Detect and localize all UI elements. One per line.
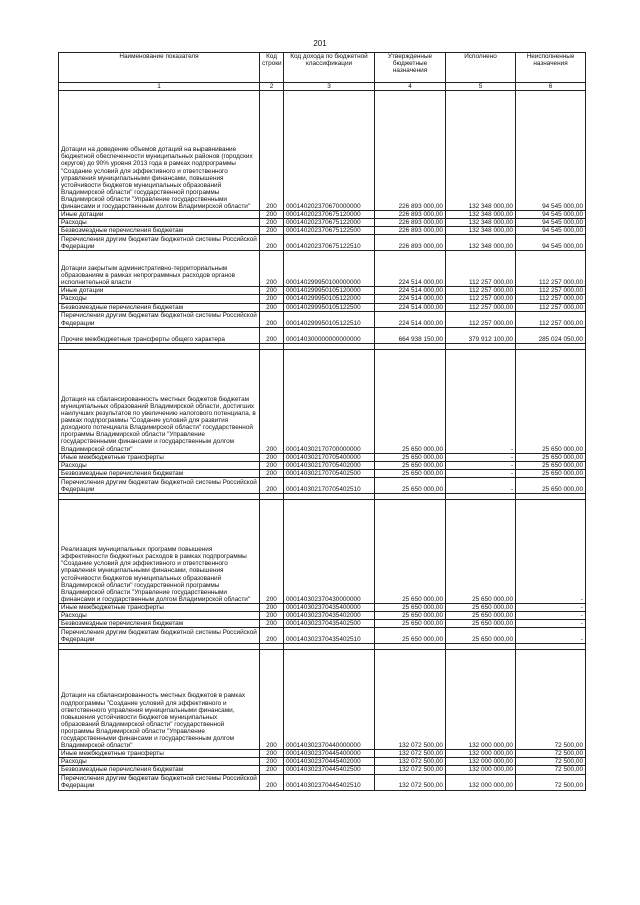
line-code-cell: 200 (260, 327, 284, 343)
executed-amount-cell: 112 257 000,00 (446, 251, 516, 287)
column-number-row (59, 83, 586, 91)
executed-amount-cell: 112 257 000,00 (446, 287, 516, 295)
indicator-name-cell: Расходы (59, 219, 260, 227)
indicator-name-cell: Реализация муниципальных программ повышения эффективности бюджетных расходов в рамках подпрограммы "Создание условий для эффективного и ответственного управления муниципальными финансами, повышения устойчивости бюджетов муниципальных образований Владимирской области" государственной программы Владимирской области "Управление государственными финансами и государственным долгом Владимирской области" (59, 499, 260, 603)
executed-amount-cell: 132 348 000,00 (446, 227, 516, 235)
indicator-name-cell: Безвозмездные перечисления бюджетам (59, 469, 260, 477)
line-code-cell: 200 (260, 774, 284, 790)
indicator-name-cell: Перечисления другим бюджетам бюджетной системы Российской Федерации (59, 477, 260, 493)
approved-amount-cell: 132 072 500,00 (375, 750, 446, 758)
executed-amount-cell: 25 650 000,00 (446, 628, 516, 644)
approved-amount-cell: 25 650 000,00 (375, 349, 446, 453)
approved-amount-cell: 224 514 000,00 (375, 303, 446, 311)
approved-amount-cell: 25 650 000,00 (375, 453, 446, 461)
approved-amount-cell: 25 650 000,00 (375, 628, 446, 644)
executed-amount-cell: 25 650 000,00 (446, 620, 516, 628)
indicator-row (59, 453, 586, 461)
income-code-cell: 000140302370435402500 (284, 620, 375, 628)
income-code-cell: 000140302370435402510 (284, 628, 375, 644)
line-code-cell: 200 (260, 620, 284, 628)
indicator-name-cell: Иные межбюджетные трансферты (59, 603, 260, 611)
indicator-row (59, 774, 586, 790)
indicator-row (59, 303, 586, 311)
remaining-amount-cell: 112 257 000,00 (516, 303, 586, 311)
indicator-name-cell: Дотации на доведение объемов дотаций на выравнивание бюджетной обеспеченности муниципальных районов (городских округов) до 90% уровня 2013 года в рамках подпрограммы "Создание условий для эффективного и ответственного управления муниципальными финансами, повышения устойчивости бюджетов муниципальных образований Владимирской области" государственной программы Владимирской области "Управление государственными финансами и государственным долгом Владимирской области" (59, 91, 260, 211)
indicator-row (59, 219, 586, 227)
income-code-cell: 000140302370445402510 (284, 774, 375, 790)
indicator-row (59, 477, 586, 493)
line-code-cell: 200 (260, 251, 284, 287)
line-code-cell: 200 (260, 235, 284, 251)
approved-amount-cell: 226 893 000,00 (375, 235, 446, 251)
remaining-amount-cell: 25 650 000,00 (516, 469, 586, 477)
indicator-name-cell: Дотация на сбалансированность местных бюджетов бюджетам муниципальных образований Владимирской области, достигших наилучших результатов по увеличению налогового потенциала, в рамках подпрограммы "Создание условий для развития доходного потенциала Владимирской области" государственной программы Владимирской области "Управление государственными финансами и государственным долгом Владимирской области" (59, 349, 260, 453)
indicator-row (59, 750, 586, 758)
remaining-amount-cell: - (516, 603, 586, 611)
indicator-group-row (59, 349, 586, 453)
executed-amount-cell: 132 348 000,00 (446, 219, 516, 227)
indicator-group-row (59, 91, 586, 211)
remaining-amount-cell: 94 545 000,00 (516, 211, 586, 219)
remaining-amount-cell: 72 500,00 (516, 758, 586, 766)
line-code-cell: 200 (260, 287, 284, 295)
income-code-cell: 000140302370430000000 (284, 499, 375, 603)
income-code-cell: 000140202370675122510 (284, 235, 375, 251)
executed-amount-cell: 25 650 000,00 (446, 499, 516, 603)
line-code-cell: 200 (260, 477, 284, 493)
remaining-amount-cell: 112 257 000,00 (516, 295, 586, 303)
approved-amount-cell: 226 893 000,00 (375, 91, 446, 211)
indicator-row (59, 603, 586, 611)
column-number: 2 (260, 83, 284, 91)
income-code-cell: 000140302370435402000 (284, 612, 375, 620)
indicator-row (59, 235, 586, 251)
executed-amount-cell: 25 650 000,00 (446, 603, 516, 611)
line-code-cell: 200 (260, 453, 284, 461)
indicator-name-cell: Иные межбюджетные трансферты (59, 750, 260, 758)
income-code-cell: 000140299950105122000 (284, 295, 375, 303)
approved-amount-cell: 25 650 000,00 (375, 461, 446, 469)
income-code-cell: 000140202370675122500 (284, 227, 375, 235)
indicator-row (59, 620, 586, 628)
approved-amount-cell: 224 514 000,00 (375, 287, 446, 295)
remaining-amount-cell: 25 650 000,00 (516, 349, 586, 453)
indicator-row (59, 612, 586, 620)
executed-amount-cell: - (446, 461, 516, 469)
indicator-group-row (59, 499, 586, 603)
remaining-amount-cell: - (516, 612, 586, 620)
remaining-amount-cell: 112 257 000,00 (516, 311, 586, 327)
executed-amount-cell: 112 257 000,00 (446, 311, 516, 327)
approved-amount-cell: 25 650 000,00 (375, 603, 446, 611)
page-number: 201 (313, 39, 327, 48)
column-number: 5 (446, 83, 516, 91)
indicator-row (59, 628, 586, 644)
approved-amount-cell: 132 072 500,00 (375, 650, 446, 750)
header-income-code: Код дохода по бюджетной классификации (284, 53, 375, 83)
executed-amount-cell: 132 000 000,00 (446, 758, 516, 766)
indicator-group-row (59, 251, 586, 287)
executed-amount-cell: 25 650 000,00 (446, 612, 516, 620)
approved-amount-cell: 25 650 000,00 (375, 620, 446, 628)
line-code-cell: 200 (260, 758, 284, 766)
executed-amount-cell: 132 348 000,00 (446, 211, 516, 219)
income-code-cell: 000140299950105120000 (284, 287, 375, 295)
indicator-row (59, 461, 586, 469)
indicator-name-cell: Безвозмездные перечисления бюджетам (59, 303, 260, 311)
line-code-cell: 200 (260, 227, 284, 235)
approved-amount-cell: 224 514 000,00 (375, 311, 446, 327)
line-code-cell: 200 (260, 303, 284, 311)
indicator-row (59, 469, 586, 477)
income-code-cell: 000140299950100000000 (284, 251, 375, 287)
income-code-cell: 000140302370445402500 (284, 766, 375, 774)
approved-amount-cell: 226 893 000,00 (375, 211, 446, 219)
approved-amount-cell: 132 072 500,00 (375, 758, 446, 766)
indicator-row (59, 227, 586, 235)
remaining-amount-cell: 25 650 000,00 (516, 477, 586, 493)
executed-amount-cell: 132 000 000,00 (446, 774, 516, 790)
remaining-amount-cell: 94 545 000,00 (516, 219, 586, 227)
executed-amount-cell: 132 348 000,00 (446, 91, 516, 211)
indicator-name-cell: Дотации на сбалансированность местных бюджетов в рамках подпрограммы "Создание условий для эффективного и ответственного управления муниципальными финансами, повышения устойчивости бюджетов муниципальных образований Владимирской области" государственной программы Владимирской области "Управление государственными финансами и государственным долгом Владимирской области" (59, 650, 260, 750)
income-code-cell: 000140202370670000000 (284, 91, 375, 211)
indicator-row (59, 766, 586, 774)
line-code-cell: 200 (260, 219, 284, 227)
approved-amount-cell: 25 650 000,00 (375, 499, 446, 603)
header-remaining: Неисполненные назначения (516, 53, 586, 83)
table-body (59, 91, 586, 790)
executed-amount-cell: 379 912 100,00 (446, 327, 516, 343)
line-code-cell: 200 (260, 603, 284, 611)
approved-amount-cell: 132 072 500,00 (375, 774, 446, 790)
line-code-cell: 200 (260, 311, 284, 327)
executed-amount-cell: 132 000 000,00 (446, 766, 516, 774)
remaining-amount-cell: 94 545 000,00 (516, 91, 586, 211)
indicator-row (59, 327, 586, 343)
income-code-cell: 000140202370675120000 (284, 211, 375, 219)
executed-amount-cell: 132 348 000,00 (446, 235, 516, 251)
remaining-amount-cell: 72 500,00 (516, 750, 586, 758)
indicator-name-cell: Иные межбюджетные трансферты (59, 453, 260, 461)
line-code-cell: 200 (260, 628, 284, 644)
approved-amount-cell: 224 514 000,00 (375, 251, 446, 287)
indicator-row (59, 211, 586, 219)
approved-amount-cell: 226 893 000,00 (375, 219, 446, 227)
indicator-row (59, 295, 586, 303)
indicator-name-cell: Перечисления другим бюджетам бюджетной системы Российской Федерации (59, 235, 260, 251)
executed-amount-cell: 132 000 000,00 (446, 650, 516, 750)
column-number: 6 (516, 83, 586, 91)
income-code-cell: 000140302370440000000 (284, 650, 375, 750)
indicator-name-cell: Безвозмездные перечисления бюджетам (59, 766, 260, 774)
income-code-cell: 000140299950105122500 (284, 303, 375, 311)
approved-amount-cell: 25 650 000,00 (375, 477, 446, 493)
remaining-amount-cell: 72 500,00 (516, 766, 586, 774)
approved-amount-cell: 224 514 000,00 (375, 295, 446, 303)
line-code-cell: 200 (260, 295, 284, 303)
income-code-cell: 000140302370445402000 (284, 758, 375, 766)
header-indicator-name: Наименование показателя (59, 53, 260, 83)
income-code-cell: 000140302170705402510 (284, 477, 375, 493)
indicator-name-cell: Перечисления другим бюджетам бюджетной системы Российской Федерации (59, 774, 260, 790)
line-code-cell: 200 (260, 612, 284, 620)
column-number: 4 (375, 83, 446, 91)
indicator-name-cell: Расходы (59, 461, 260, 469)
income-code-cell: 000140302170700000000 (284, 349, 375, 453)
line-code-cell: 200 (260, 461, 284, 469)
income-code-cell: 000140299950105122510 (284, 311, 375, 327)
approved-amount-cell: 226 893 000,00 (375, 227, 446, 235)
indicator-name-cell: Расходы (59, 758, 260, 766)
remaining-amount-cell: 72 500,00 (516, 774, 586, 790)
remaining-amount-cell: 112 257 000,00 (516, 287, 586, 295)
remaining-amount-cell: 25 650 000,00 (516, 453, 586, 461)
executed-amount-cell: 112 257 000,00 (446, 303, 516, 311)
income-code-cell: 000140302370435400000 (284, 603, 375, 611)
remaining-amount-cell: 25 650 000,00 (516, 461, 586, 469)
indicator-name-cell: Прочие межбюджетные трансферты общего характера (59, 327, 260, 343)
indicator-name-cell: Иные дотации (59, 287, 260, 295)
executed-amount-cell: - (446, 477, 516, 493)
executed-amount-cell: - (446, 349, 516, 453)
executed-amount-cell: - (446, 469, 516, 477)
indicator-row (59, 758, 586, 766)
line-code-cell: 200 (260, 766, 284, 774)
indicator-row (59, 287, 586, 295)
indicator-row (59, 311, 586, 327)
indicator-name-cell: Перечисления другим бюджетам бюджетной системы Российской Федерации (59, 628, 260, 644)
header-executed: Исполнено (446, 53, 516, 83)
approved-amount-cell: 25 650 000,00 (375, 469, 446, 477)
remaining-amount-cell: 94 545 000,00 (516, 235, 586, 251)
remaining-amount-cell: - (516, 628, 586, 644)
approved-amount-cell: 25 650 000,00 (375, 612, 446, 620)
remaining-amount-cell: 285 024 050,00 (516, 327, 586, 343)
indicator-name-cell: Безвозмездные перечисления бюджетам (59, 227, 260, 235)
header-approved: Утвержденные бюджетные назначения (375, 53, 446, 83)
remaining-amount-cell: - (516, 499, 586, 603)
header-line-code: Код строки (260, 53, 284, 83)
income-code-cell: 000140302170705402500 (284, 469, 375, 477)
indicator-name-cell: Дотации закрытым административно-территориальным образованиям в рамках непрограммных расходов органов исполнительной власти (59, 251, 260, 287)
income-code-cell: 000140302370445400000 (284, 750, 375, 758)
indicator-name-cell: Безвозмездные перечисления бюджетам (59, 620, 260, 628)
executed-amount-cell: - (446, 453, 516, 461)
income-code-cell: 000140302170705400000 (284, 453, 375, 461)
remaining-amount-cell: - (516, 620, 586, 628)
income-code-cell: 000140302170705402000 (284, 461, 375, 469)
approved-amount-cell: 664 938 150,00 (375, 327, 446, 343)
remaining-amount-cell: 112 257 000,00 (516, 251, 586, 287)
line-code-cell: 200 (260, 211, 284, 219)
indicator-name-cell: Расходы (59, 295, 260, 303)
line-code-cell: 200 (260, 499, 284, 603)
budget-execution-table (58, 52, 586, 791)
column-number: 1 (59, 83, 260, 91)
remaining-amount-cell: 94 545 000,00 (516, 227, 586, 235)
column-number: 3 (284, 83, 375, 91)
indicator-name-cell: Иные дотации (59, 211, 260, 219)
indicator-name-cell: Перечисления другим бюджетам бюджетной системы Российской Федерации (59, 311, 260, 327)
header-row (59, 53, 586, 83)
line-code-cell: 200 (260, 650, 284, 750)
executed-amount-cell: 132 000 000,00 (446, 750, 516, 758)
executed-amount-cell: 112 257 000,00 (446, 295, 516, 303)
indicator-group-row (59, 650, 586, 750)
income-code-cell: 000140202370675122000 (284, 219, 375, 227)
indicator-name-cell: Расходы (59, 612, 260, 620)
line-code-cell: 200 (260, 750, 284, 758)
remaining-amount-cell: 72 500,00 (516, 650, 586, 750)
line-code-cell: 200 (260, 469, 284, 477)
income-code-cell: 000140300000000000000 (284, 327, 375, 343)
line-code-cell: 200 (260, 91, 284, 211)
approved-amount-cell: 132 072 500,00 (375, 766, 446, 774)
line-code-cell: 200 (260, 349, 284, 453)
